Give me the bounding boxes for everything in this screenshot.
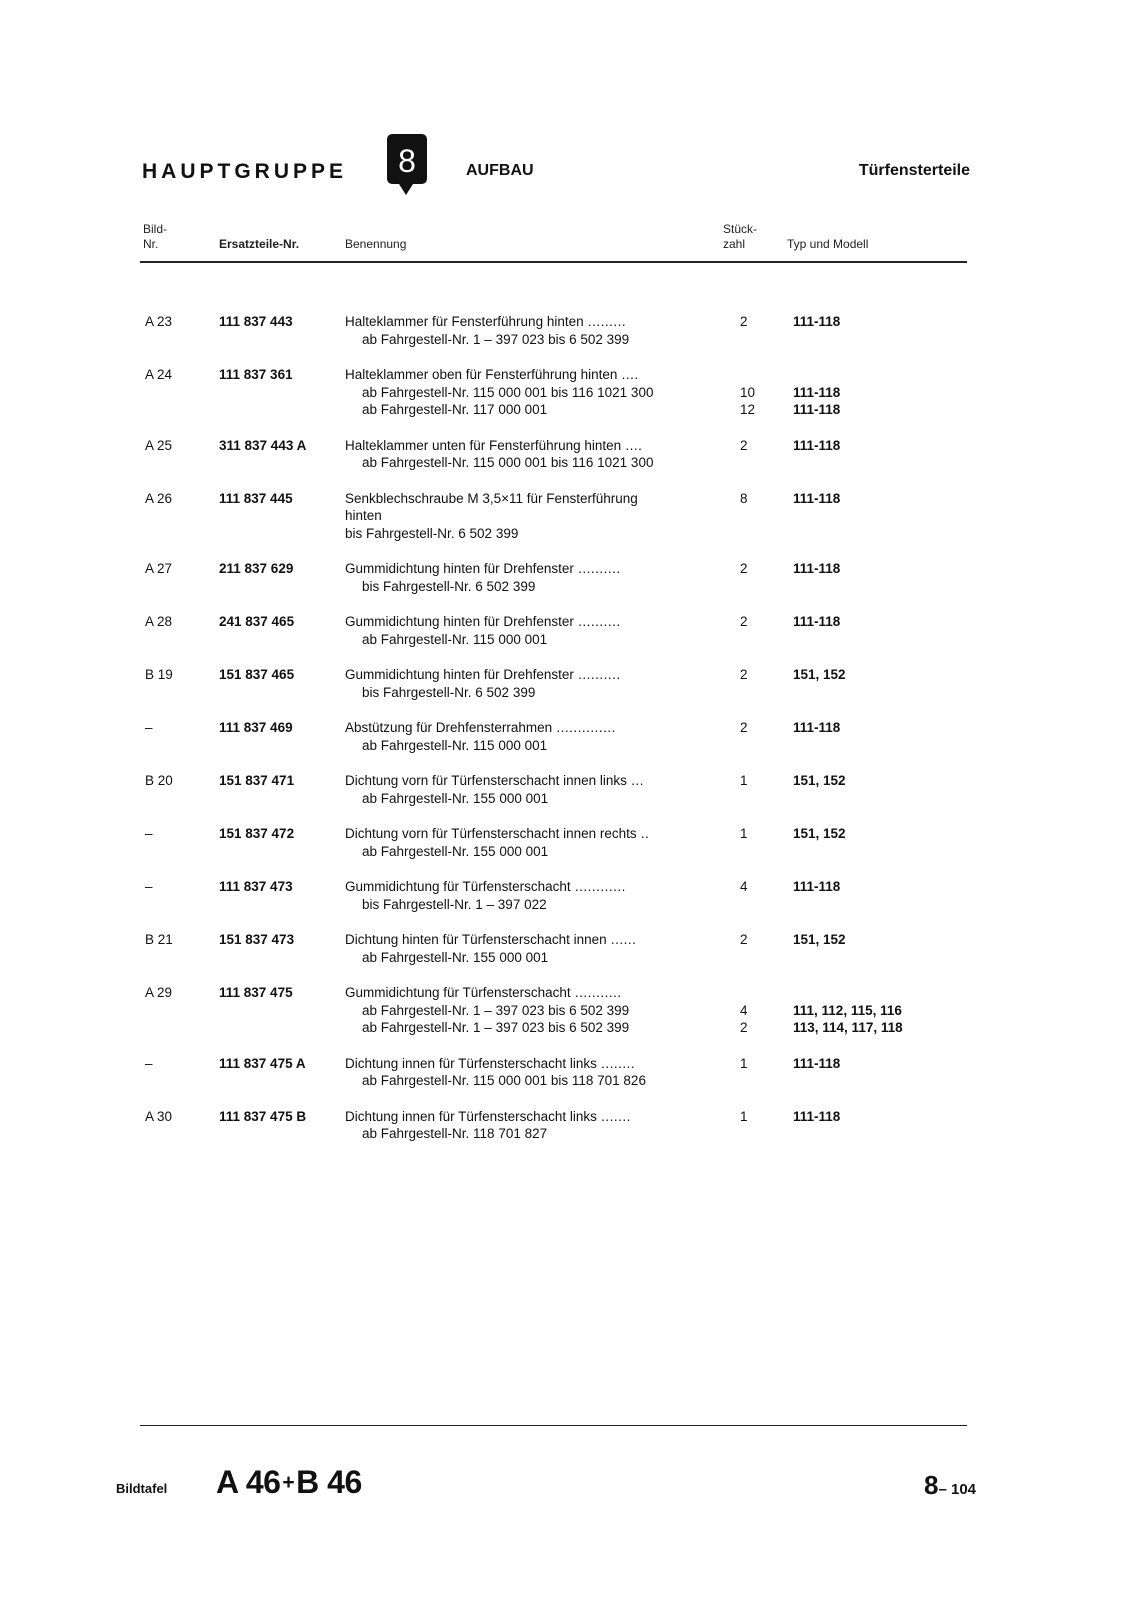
bild-nr: A 28 xyxy=(145,614,173,629)
description-text: Gummidichtung für Türfensterschacht xyxy=(345,985,571,1000)
leader-dots: ... xyxy=(626,773,644,788)
bild-nr: A 30 xyxy=(145,1108,173,1124)
parts-row-line xyxy=(0,331,1135,349)
parts-row xyxy=(0,878,1135,913)
type-model: 111-118 xyxy=(793,490,841,506)
bild-nr: A 29 xyxy=(145,985,173,1000)
description xyxy=(345,507,713,525)
type-model: 111-118 xyxy=(793,561,841,576)
plate-reference xyxy=(216,1464,362,1501)
parts-row-line xyxy=(0,666,1135,684)
description xyxy=(345,1019,713,1037)
description-text: Abstützung für Drehfensterrahmen xyxy=(345,720,553,735)
type-model: 113, 114, 117, 118 xyxy=(793,1020,903,1035)
bild-nr: B 20 xyxy=(145,773,173,788)
part-number: 111 837 473 xyxy=(219,879,293,894)
description-text: Halteklammer oben für Fensterführung hinten xyxy=(345,367,618,382)
main-group-label: HAUPTGRUPPE xyxy=(142,160,348,183)
part-number: 151 837 465 xyxy=(219,667,295,682)
description-text: Dichtung vorn für Türfensterschacht innen rechts xyxy=(345,826,637,841)
description-text: ab Fahrgestell-Nr. 115 000 001 xyxy=(362,631,548,647)
parts-row-line xyxy=(0,1108,1135,1126)
bild-nr: B 19 xyxy=(145,667,173,682)
parts-row-line xyxy=(0,507,1135,525)
description-text: ab Fahrgestell-Nr. 155 000 001 xyxy=(362,843,549,859)
part-number: 211 837 629 xyxy=(219,561,294,576)
parts-row xyxy=(0,931,1135,966)
parts-row-line xyxy=(0,772,1135,790)
parts-row-line xyxy=(0,437,1135,455)
type-model: 111-118 xyxy=(793,614,841,629)
parts-row xyxy=(0,772,1135,807)
parts-row-line xyxy=(0,1055,1135,1073)
parts-row-line xyxy=(0,313,1135,331)
parts-list xyxy=(0,313,1135,1143)
description-text: ab Fahrgestell-Nr. 115 000 001 bis 118 701 826 xyxy=(362,1073,646,1088)
parts-row-line xyxy=(0,896,1135,914)
group-name: AUFBAU xyxy=(466,162,534,179)
type-model: 151, 152 xyxy=(793,773,846,788)
parts-row-line xyxy=(0,613,1135,631)
leader-dots: .... xyxy=(621,437,643,453)
description-text: Senkblechschraube M 3,5×11 für Fensterführung xyxy=(345,490,638,506)
section-title: Türfensterteile xyxy=(858,162,970,179)
description-text: ab Fahrgestell-Nr. 115 000 001 bis 116 1021 300 xyxy=(362,455,654,470)
footer-divider xyxy=(140,1425,967,1426)
parts-row xyxy=(0,437,1135,472)
part-number: 111 837 469 xyxy=(219,720,293,735)
quantity: 12 xyxy=(740,402,756,417)
page-number-main: 8 xyxy=(924,1470,939,1500)
description-text: Halteklammer für Fensterführung hinten xyxy=(345,314,584,329)
type-model: 111-118 xyxy=(793,384,841,400)
description xyxy=(345,843,713,861)
column-header-stueckzahl: Stück- zahl xyxy=(723,222,758,251)
description xyxy=(345,384,713,402)
parts-row xyxy=(0,825,1135,860)
description xyxy=(345,684,713,702)
parts-row xyxy=(0,719,1135,754)
bild-nr: A 25 xyxy=(145,437,173,453)
parts-row-line xyxy=(0,1072,1135,1090)
quantity: 1 xyxy=(740,1108,748,1124)
parts-row-line xyxy=(0,1125,1135,1143)
parts-row-line xyxy=(0,949,1135,967)
description xyxy=(345,737,713,755)
description xyxy=(345,1108,713,1126)
type-model: 151, 152 xyxy=(793,667,846,682)
column-header-bild-nr: Bild- Nr. xyxy=(143,222,168,251)
description-text: ab Fahrgestell-Nr. 115 000 001 xyxy=(362,737,548,753)
parts-row xyxy=(0,1055,1135,1090)
bild-nr: A 26 xyxy=(145,490,173,506)
description xyxy=(345,772,713,790)
description-text: bis Fahrgestell-Nr. 6 502 399 xyxy=(362,684,536,700)
description-text: ab Fahrgestell-Nr. 115 000 001 bis 116 1021 300 xyxy=(362,384,654,400)
parts-row-line xyxy=(0,719,1135,737)
quantity: 1 xyxy=(740,1055,748,1071)
column-header-ersatzteil-nr: Ersatzteile-Nr. xyxy=(219,237,300,251)
description-text: ab Fahrgestell-Nr. 118 701 827 xyxy=(362,1126,548,1141)
parts-row-line xyxy=(0,384,1135,402)
plate-plus: + xyxy=(282,1471,295,1494)
description xyxy=(345,560,713,578)
bild-nr: – xyxy=(145,879,153,894)
description-text: Gummidichtung hinten für Drehfenster xyxy=(345,667,574,682)
part-number: 111 837 475 A xyxy=(219,1055,306,1071)
parts-row-line xyxy=(0,1019,1135,1037)
quantity: 2 xyxy=(740,561,748,576)
leader-dots: .............. xyxy=(552,720,616,735)
part-number: 111 837 475 B xyxy=(219,1108,307,1124)
part-number: 111 837 361 xyxy=(219,367,293,382)
description-text: Halteklammer unten für Fensterführung hinten xyxy=(345,437,622,453)
type-model: 111-118 xyxy=(793,879,841,894)
description xyxy=(345,331,713,349)
quantity: 2 xyxy=(740,314,748,329)
bild-nr: B 21 xyxy=(145,932,173,947)
parts-row-line xyxy=(0,825,1135,843)
description xyxy=(345,631,713,649)
description xyxy=(345,525,713,543)
page-number xyxy=(924,1470,976,1501)
description-text: Gummidichtung hinten für Drehfenster xyxy=(345,614,574,629)
leader-dots: ........ xyxy=(596,1055,636,1071)
parts-row xyxy=(0,666,1135,701)
parts-row-line xyxy=(0,578,1135,596)
quantity: 2 xyxy=(740,667,748,682)
group-number-badge xyxy=(383,134,429,196)
bild-nr: – xyxy=(145,720,153,735)
type-model: 111-118 xyxy=(793,314,841,329)
leader-dots: .......... xyxy=(573,667,621,682)
quantity: 8 xyxy=(740,490,748,506)
description xyxy=(345,896,713,914)
quantity: 2 xyxy=(740,437,748,453)
parts-row-line xyxy=(0,560,1135,578)
description xyxy=(345,437,713,455)
parts-row-line xyxy=(0,931,1135,949)
type-model: 111-118 xyxy=(793,402,841,417)
parts-row-line xyxy=(0,878,1135,896)
type-model: 151, 152 xyxy=(793,826,846,841)
parts-row xyxy=(0,984,1135,1037)
description-text: ab Fahrgestell-Nr. 155 000 001 xyxy=(362,949,549,965)
description xyxy=(345,878,713,896)
quantity: 1 xyxy=(740,773,748,788)
description xyxy=(345,401,713,419)
description-text: bis Fahrgestell-Nr. 6 502 399 xyxy=(345,525,519,541)
part-number: 311 837 443 A xyxy=(219,437,307,453)
description xyxy=(345,1072,713,1090)
description xyxy=(345,490,713,508)
description xyxy=(345,949,713,967)
type-model: 111-118 xyxy=(793,437,841,453)
parts-row xyxy=(0,490,1135,543)
bildtafel-label: Bildtafel xyxy=(116,1481,168,1496)
type-model: 111-118 xyxy=(793,720,841,735)
parts-row xyxy=(0,560,1135,595)
part-number: 111 837 475 xyxy=(219,985,293,1000)
part-number: 151 837 471 xyxy=(219,773,295,788)
leader-dots: .......... xyxy=(573,561,621,576)
parts-row-line xyxy=(0,366,1135,384)
parts-row-line xyxy=(0,684,1135,702)
parts-row-line xyxy=(0,401,1135,419)
quantity: 2 xyxy=(740,720,748,735)
parts-row-line xyxy=(0,525,1135,543)
description xyxy=(345,1002,713,1020)
parts-row-line xyxy=(0,843,1135,861)
description-text: Dichtung innen für Türfensterschacht links xyxy=(345,1108,597,1124)
description-text: Gummidichtung für Türfensterschacht xyxy=(345,879,571,894)
description xyxy=(345,578,713,596)
description-text: ab Fahrgestell-Nr. 117 000 001 xyxy=(362,402,548,417)
part-number: 151 837 473 xyxy=(219,932,295,947)
parts-row-line xyxy=(0,1002,1135,1020)
page-number-sub: – 104 xyxy=(938,1481,977,1498)
description-text: ab Fahrgestell-Nr. 1 – 397 023 bis 6 502 399 xyxy=(362,331,630,347)
plate-a: A 46 xyxy=(216,1464,281,1500)
description-text: Dichtung innen für Türfensterschacht links xyxy=(345,1055,597,1071)
type-model: 111, 112, 115, 116 xyxy=(793,1002,902,1018)
part-number: 111 837 443 xyxy=(219,314,293,329)
bild-nr: A 27 xyxy=(145,561,173,576)
quantity: 2 xyxy=(740,932,748,947)
bild-nr: A 24 xyxy=(145,367,173,382)
description-text: Dichtung hinten für Türfensterschacht innen xyxy=(345,932,607,947)
description xyxy=(345,613,713,631)
quantity: 4 xyxy=(740,1002,748,1018)
parts-row xyxy=(0,613,1135,648)
quantity: 4 xyxy=(740,879,748,894)
description xyxy=(345,1125,713,1143)
description xyxy=(345,1055,713,1073)
quantity: 1 xyxy=(740,826,748,841)
description-text: ab Fahrgestell-Nr. 1 – 397 023 bis 6 502 399 xyxy=(362,1020,630,1035)
bild-nr: – xyxy=(145,826,153,841)
leader-dots: .......... xyxy=(573,614,621,629)
quantity: 2 xyxy=(740,614,748,629)
quantity: 10 xyxy=(740,384,756,400)
parts-row-line xyxy=(0,490,1135,508)
description-text: bis Fahrgestell-Nr. 1 – 397 022 xyxy=(362,896,547,912)
description-text: ab Fahrgestell-Nr. 1 – 397 023 bis 6 502 399 xyxy=(362,1002,630,1018)
parts-row-line xyxy=(0,454,1135,472)
leader-dots: ........... xyxy=(570,985,622,1000)
description xyxy=(345,790,713,808)
part-number: 151 837 472 xyxy=(219,826,295,841)
leader-dots: ............ xyxy=(570,879,626,894)
parts-row-line xyxy=(0,737,1135,755)
description xyxy=(345,666,713,684)
part-number: 241 837 465 xyxy=(219,614,295,629)
description xyxy=(345,931,713,949)
group-number: 8 xyxy=(398,143,416,179)
parts-row xyxy=(0,313,1135,348)
parts-row xyxy=(0,1108,1135,1143)
part-number: 111 837 445 xyxy=(219,490,293,506)
column-header-benennung: Benennung xyxy=(345,237,407,251)
type-model: 151, 152 xyxy=(793,932,846,947)
leader-dots: ......... xyxy=(583,314,627,329)
quantity: 2 xyxy=(740,1020,748,1035)
parts-row-line xyxy=(0,790,1135,808)
bild-nr: A 23 xyxy=(145,314,173,329)
type-model: 111-118 xyxy=(793,1108,841,1124)
description-text: Dichtung vorn für Türfensterschacht innen links xyxy=(345,773,627,788)
description xyxy=(345,984,713,1002)
description-text: bis Fahrgestell-Nr. 6 502 399 xyxy=(362,578,536,594)
description xyxy=(345,313,713,331)
description-text: hinten xyxy=(345,508,382,523)
bild-nr: – xyxy=(145,1055,153,1071)
leader-dots: .... xyxy=(617,367,639,382)
column-header-typ-modell: Typ und Modell xyxy=(787,237,869,251)
parts-row-line xyxy=(0,631,1135,649)
leader-dots: ...... xyxy=(606,932,637,947)
parts-row-line xyxy=(0,984,1135,1002)
description-text: Gummidichtung hinten für Drehfenster xyxy=(345,561,574,576)
description-text: ab Fahrgestell-Nr. 155 000 001 xyxy=(362,790,549,806)
leader-dots: .. xyxy=(636,826,650,841)
type-model: 111-118 xyxy=(793,1055,841,1071)
description xyxy=(345,825,713,843)
description xyxy=(345,719,713,737)
description xyxy=(345,366,713,384)
plate-b: B 46 xyxy=(296,1464,362,1500)
leader-dots: ....... xyxy=(596,1108,631,1124)
description xyxy=(345,454,713,472)
header-divider xyxy=(140,261,967,263)
parts-row xyxy=(0,366,1135,419)
